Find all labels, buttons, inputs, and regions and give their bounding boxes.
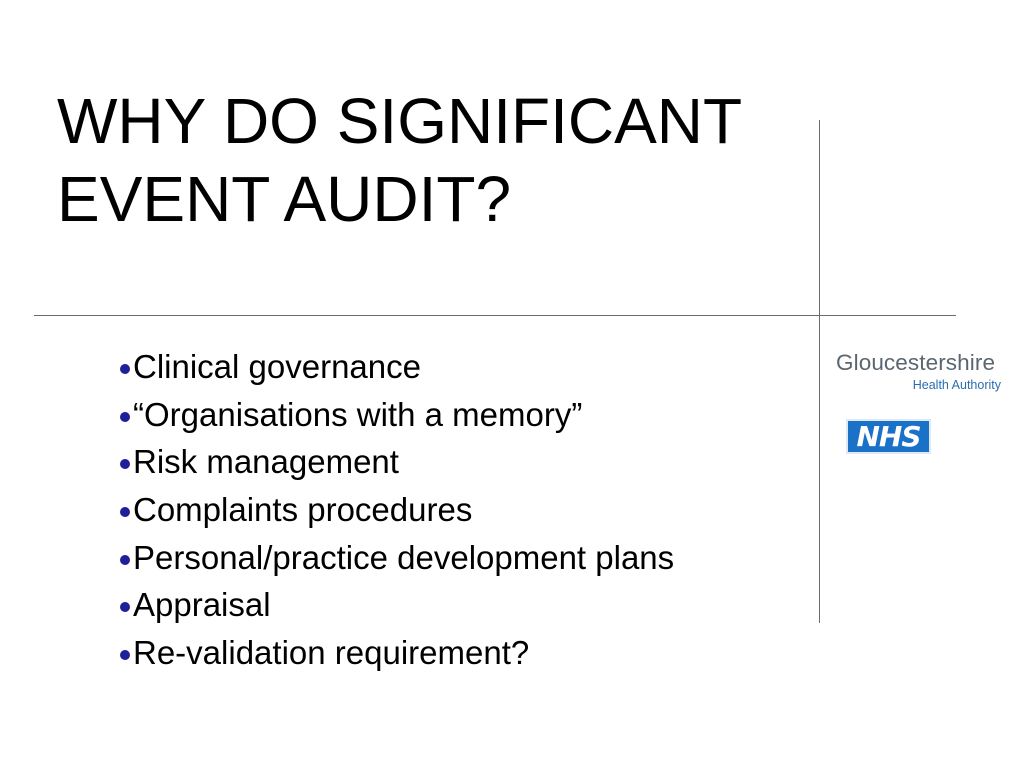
slide-title bbox=[57, 82, 797, 238]
title-line-2: EVENT AUDIT? bbox=[57, 163, 512, 235]
bullet-item bbox=[120, 581, 674, 629]
bullet-dot-icon bbox=[120, 412, 130, 422]
horizontal-divider bbox=[34, 315, 956, 316]
bullet-text: Risk management bbox=[133, 443, 399, 481]
gloucestershire-health-authority-logo bbox=[836, 350, 1011, 394]
bullet-dot-icon bbox=[120, 364, 130, 374]
bullet-dot-icon bbox=[120, 459, 130, 469]
bullet-text: “Organisations with a memory” bbox=[133, 395, 583, 433]
bullet-item bbox=[120, 438, 674, 486]
bullet-item bbox=[120, 391, 674, 439]
bullet-text: Re-validation requirement? bbox=[133, 633, 530, 671]
bullet-dot-icon bbox=[120, 555, 130, 565]
bullet-text: Clinical governance bbox=[133, 347, 421, 385]
nhs-logo: NHS bbox=[846, 419, 931, 454]
title-line-1: WHY DO SIGNIFICANT bbox=[57, 85, 743, 157]
bullet-text: Appraisal bbox=[133, 586, 271, 624]
bullet-dot-icon bbox=[120, 650, 130, 660]
logo-name: Gloucestershire bbox=[836, 350, 996, 375]
bullet-text: Complaints procedures bbox=[133, 490, 473, 528]
bullet-item bbox=[120, 629, 674, 677]
bullet-text: Personal/practice development plans bbox=[133, 538, 675, 576]
vertical-divider bbox=[819, 120, 820, 623]
bullet-dot-icon bbox=[120, 602, 130, 612]
bullet-item bbox=[120, 486, 674, 534]
bullet-item bbox=[120, 343, 674, 391]
bullet-dot-icon bbox=[120, 507, 130, 517]
logo-subtitle: Health Authority bbox=[912, 378, 1001, 392]
bullet-list bbox=[120, 343, 674, 677]
bullet-item bbox=[120, 534, 674, 582]
